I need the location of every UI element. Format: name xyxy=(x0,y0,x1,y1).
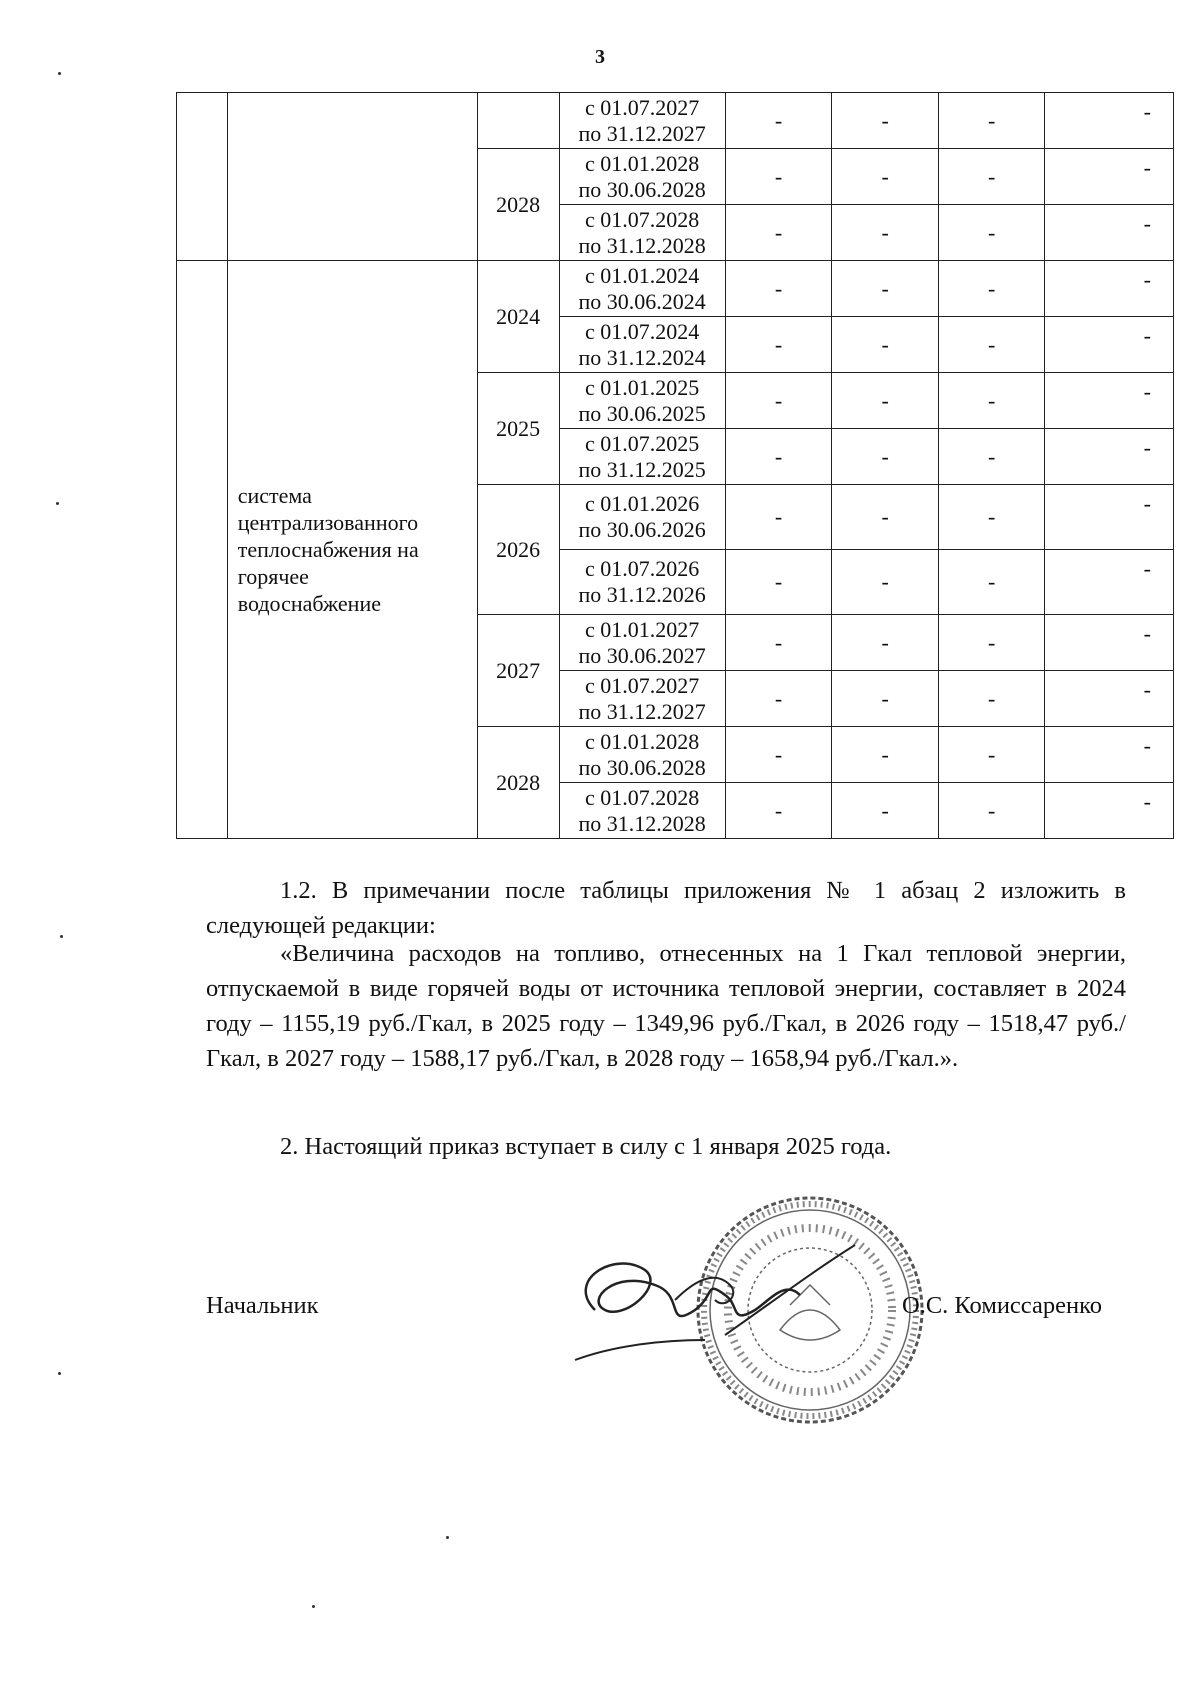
value-cell: - xyxy=(938,485,1045,550)
paragraph-text: 2. Настоящий приказ вступает в силу с 1 января 2025 года. xyxy=(280,1133,892,1160)
value-cell: - xyxy=(1045,205,1174,261)
paragraph-text: 1.2. В примечании после таблицы приложения № 1 абзац 2 изложить в следующей редакции: xyxy=(206,877,1126,939)
system-name-line: система xyxy=(237,483,312,508)
value-cell: - xyxy=(725,373,832,429)
value-cell: - xyxy=(725,783,832,839)
value-cell: - xyxy=(832,727,939,783)
value-cell: - xyxy=(938,93,1045,149)
page-number: 3 xyxy=(595,46,605,68)
signature-icon xyxy=(555,1240,885,1380)
value-cell: - xyxy=(725,671,832,727)
period-start: с 01.01.2026 xyxy=(585,491,700,516)
period-cell xyxy=(559,485,725,550)
period-cell xyxy=(559,149,725,205)
scan-speck xyxy=(58,1372,61,1375)
paragraph-amendment-intro xyxy=(206,873,1126,943)
value-cell: - xyxy=(1045,783,1174,839)
paragraph-effective-date xyxy=(206,1129,1126,1164)
value-cell: - xyxy=(1045,149,1174,205)
scan-speck xyxy=(446,1536,449,1539)
period-start: с 01.01.2024 xyxy=(585,262,700,288)
period-end: по 30.06.2028 xyxy=(578,176,706,202)
value-cell: - xyxy=(832,317,939,373)
row-number-cell xyxy=(177,93,228,261)
period-start: с 01.01.2028 xyxy=(585,150,700,176)
value-cell: - xyxy=(832,373,939,429)
row-number-cell xyxy=(177,261,228,839)
value-cell: - xyxy=(938,727,1045,783)
year-cell: 2026 xyxy=(477,485,559,615)
value-cell: - xyxy=(938,261,1045,317)
system-name-line: теплоснабжения на xyxy=(237,537,419,562)
table-row xyxy=(177,261,1174,317)
period-cell xyxy=(559,429,725,485)
period-end: по 30.06.2026 xyxy=(578,517,706,542)
period-cell xyxy=(559,93,725,149)
system-name-line: горячее xyxy=(237,564,309,589)
period-end: по 31.12.2028 xyxy=(578,810,706,836)
period-end: по 31.12.2028 xyxy=(578,232,706,258)
value-cell: - xyxy=(725,149,832,205)
value-cell: - xyxy=(938,317,1045,373)
period-start: с 01.07.2024 xyxy=(585,318,700,344)
period-start: с 01.07.2027 xyxy=(585,94,700,120)
value-cell: - xyxy=(1045,93,1174,149)
scan-speck xyxy=(58,72,61,75)
period-end: по 30.06.2027 xyxy=(578,642,706,668)
value-cell: - xyxy=(832,93,939,149)
scan-speck xyxy=(60,935,63,938)
system-name-cell xyxy=(227,261,477,839)
value-cell: - xyxy=(725,485,832,550)
value-cell: - xyxy=(938,671,1045,727)
value-cell: - xyxy=(725,550,832,615)
system-name-line: централизованного xyxy=(237,510,419,535)
value-cell: - xyxy=(725,93,832,149)
value-cell: - xyxy=(725,261,832,317)
value-cell: - xyxy=(832,485,939,550)
paragraph-amendment-text xyxy=(206,936,1126,1076)
period-start: с 01.01.2028 xyxy=(585,728,700,754)
period-cell xyxy=(559,550,725,615)
period-cell xyxy=(559,727,725,783)
period-start: с 01.07.2026 xyxy=(585,556,700,581)
period-end: по 31.12.2027 xyxy=(578,120,706,146)
period-end: по 31.12.2025 xyxy=(578,456,706,482)
value-cell: - xyxy=(1045,261,1174,317)
period-start: с 01.07.2027 xyxy=(585,672,700,698)
period-end: по 30.06.2025 xyxy=(578,400,706,426)
tariff-table xyxy=(176,92,1174,839)
period-end: по 31.12.2026 xyxy=(578,582,706,607)
value-cell: - xyxy=(1045,317,1174,373)
table-row xyxy=(177,93,1174,149)
value-cell: - xyxy=(938,373,1045,429)
value-cell: - xyxy=(938,205,1045,261)
period-cell xyxy=(559,373,725,429)
value-cell: - xyxy=(725,205,832,261)
scan-speck xyxy=(312,1605,315,1608)
value-cell: - xyxy=(1045,550,1174,615)
value-cell: - xyxy=(1045,429,1174,485)
period-cell xyxy=(559,317,725,373)
period-end: по 30.06.2028 xyxy=(578,754,706,780)
period-cell xyxy=(559,261,725,317)
period-start: с 01.07.2025 xyxy=(585,430,700,456)
year-cell: 2025 xyxy=(477,373,559,485)
value-cell: - xyxy=(725,727,832,783)
value-cell: - xyxy=(938,615,1045,671)
value-cell: - xyxy=(938,429,1045,485)
value-cell: - xyxy=(1045,373,1174,429)
year-cell: 2028 xyxy=(477,727,559,839)
value-cell: - xyxy=(832,615,939,671)
period-start: с 01.01.2025 xyxy=(585,374,700,400)
value-cell: - xyxy=(1045,671,1174,727)
value-cell: - xyxy=(832,671,939,727)
period-start: с 01.07.2028 xyxy=(585,784,700,810)
scan-speck xyxy=(56,502,59,505)
value-cell: - xyxy=(832,261,939,317)
period-start: с 01.01.2027 xyxy=(585,616,700,642)
period-end: по 31.12.2024 xyxy=(578,344,706,370)
value-cell: - xyxy=(938,550,1045,615)
value-cell: - xyxy=(938,149,1045,205)
value-cell: - xyxy=(725,317,832,373)
value-cell: - xyxy=(832,783,939,839)
system-name-line: водоснабжение xyxy=(237,591,381,616)
period-cell xyxy=(559,205,725,261)
value-cell: - xyxy=(832,429,939,485)
signer-name: О.С. Комиссаренко xyxy=(902,1292,1102,1319)
value-cell: - xyxy=(1045,727,1174,783)
value-cell: - xyxy=(725,429,832,485)
value-cell: - xyxy=(725,615,832,671)
period-cell xyxy=(559,783,725,839)
value-cell: - xyxy=(832,149,939,205)
year-cell: 2027 xyxy=(477,615,559,727)
period-cell xyxy=(559,615,725,671)
value-cell: - xyxy=(832,550,939,615)
period-cell xyxy=(559,671,725,727)
year-cell xyxy=(477,93,559,149)
value-cell: - xyxy=(1045,485,1174,550)
year-cell: 2028 xyxy=(477,149,559,261)
year-cell: 2024 xyxy=(477,261,559,373)
period-end: по 30.06.2024 xyxy=(578,288,706,314)
system-name-cell xyxy=(227,93,477,261)
value-cell: - xyxy=(938,783,1045,839)
period-start: с 01.07.2028 xyxy=(585,206,700,232)
period-end: по 31.12.2027 xyxy=(578,698,706,724)
paragraph-text: «Величина расходов на топливо, отнесенных на 1 Гкал тепловой энергии, отпускаемой в виде горячей воды от источника тепловой энергии, составляет в 2024 году – 1155,19 руб./Гкал, в 2025 году – 1349,96 руб./Гкал, в 2026 году – 1518,47 руб./Гкал, в 2027 году – 1588,17 руб./Гкал, в 2028 году – 1658,94 руб./Гкал.». xyxy=(206,940,1126,1072)
value-cell: - xyxy=(1045,615,1174,671)
signer-title: Начальник xyxy=(206,1292,319,1319)
value-cell: - xyxy=(832,205,939,261)
